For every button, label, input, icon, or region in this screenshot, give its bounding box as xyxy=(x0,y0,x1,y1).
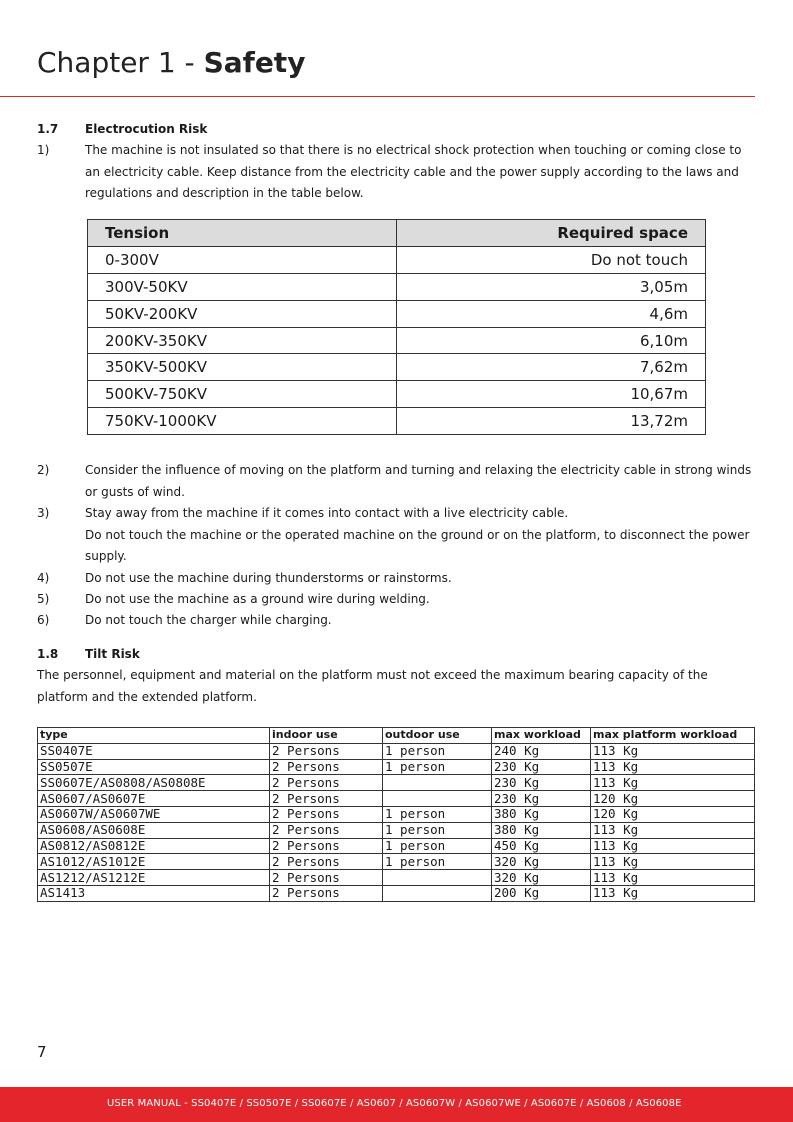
platform-workload-cell: 113 Kg xyxy=(591,822,755,838)
platform-workload-cell: 113 Kg xyxy=(591,870,755,886)
indoor-cell: 2 Persons xyxy=(270,885,383,901)
platform-workload-cell: 113 Kg xyxy=(591,775,755,791)
table-row xyxy=(88,327,706,354)
chapter-prefix: Chapter 1 - xyxy=(37,46,204,79)
table-row xyxy=(38,870,755,886)
indoor-cell: 2 Persons xyxy=(270,759,383,775)
outdoor-cell: 1 person xyxy=(383,759,492,775)
tension-cell: 750KV-1000KV xyxy=(88,408,397,435)
section-17-number: 1.7 xyxy=(37,122,59,136)
indoor-cell: 2 Persons xyxy=(270,743,383,759)
tension-cell: 50KV-200KV xyxy=(88,300,397,327)
item-1-number: 1) xyxy=(37,143,50,157)
space-cell: 10,67m xyxy=(397,381,706,408)
indoor-cell: 2 Persons xyxy=(270,791,383,807)
outdoor-cell xyxy=(383,885,492,901)
table-row xyxy=(38,806,755,822)
outdoor-header: outdoor use xyxy=(383,728,492,744)
item-6-number: 6) xyxy=(37,612,50,627)
tension-cell: 350KV-500KV xyxy=(88,354,397,381)
outdoor-cell: 1 person xyxy=(383,854,492,870)
tension-table xyxy=(87,219,706,435)
workload-cell: 380 Kg xyxy=(492,822,591,838)
type-cell: AS0607W/AS0607WE xyxy=(38,806,270,822)
workload-cell: 230 Kg xyxy=(492,775,591,791)
workload-header-row xyxy=(38,728,755,744)
platform-workload-cell: 113 Kg xyxy=(591,759,755,775)
table-row xyxy=(38,885,755,901)
platform-workload-cell: 113 Kg xyxy=(591,854,755,870)
type-cell: SS0607E/AS0808/AS0808E xyxy=(38,775,270,791)
max-platform-workload-header: max platform workload xyxy=(591,728,755,744)
space-cell: 4,6m xyxy=(397,300,706,327)
item-3-line-3: supply. xyxy=(85,549,127,563)
item-5-number: 5) xyxy=(37,591,50,606)
table-row xyxy=(88,246,706,273)
outdoor-cell: 1 person xyxy=(383,806,492,822)
item-4-number: 4) xyxy=(37,570,50,585)
section-18-number: 1.8 xyxy=(37,647,59,661)
item-2-number: 2) xyxy=(37,463,50,477)
space-cell: 13,72m xyxy=(397,408,706,435)
platform-workload-cell: 120 Kg xyxy=(591,791,755,807)
item-4-line-1: Do not use the machine during thunderstorms or rainstorms. xyxy=(85,570,452,585)
tension-header: Tension xyxy=(88,220,397,247)
workload-cell: 320 Kg xyxy=(492,854,591,870)
table-row xyxy=(38,822,755,838)
workload-cell: 230 Kg xyxy=(492,791,591,807)
section-17-title: Electrocution Risk xyxy=(85,122,208,136)
indoor-cell: 2 Persons xyxy=(270,854,383,870)
table-row xyxy=(88,273,706,300)
type-cell: SS0507E xyxy=(38,759,270,775)
indoor-cell: 2 Persons xyxy=(270,822,383,838)
outdoor-cell: 1 person xyxy=(383,743,492,759)
outdoor-cell: 1 person xyxy=(383,822,492,838)
item-3-number: 3) xyxy=(37,506,50,520)
indoor-cell: 2 Persons xyxy=(270,838,383,854)
required-space-header: Required space xyxy=(397,220,706,247)
max-workload-header: max workload xyxy=(492,728,591,744)
outdoor-cell: 1 person xyxy=(383,838,492,854)
table-row xyxy=(88,300,706,327)
type-cell: AS1212/AS1212E xyxy=(38,870,270,886)
tension-header-row xyxy=(88,220,706,247)
indoor-cell: 2 Persons xyxy=(270,806,383,822)
type-cell: AS1413 xyxy=(38,885,270,901)
item-1-line-3: regulations and description in the table below. xyxy=(85,186,364,200)
type-cell: AS0812/AS0812E xyxy=(38,838,270,854)
type-cell: SS0407E xyxy=(38,743,270,759)
tension-cell: 200KV-350KV xyxy=(88,327,397,354)
page-number: 7 xyxy=(37,1043,47,1061)
item-1-line-2: an electricity cable. Keep distance from the electricity cable and the power supply according to the laws and xyxy=(85,164,739,179)
table-row xyxy=(88,354,706,381)
item-5-line-1: Do not use the machine as a ground wire during welding. xyxy=(85,591,430,606)
table-row xyxy=(38,743,755,759)
tension-cell: 0-300V xyxy=(88,246,397,273)
outdoor-cell xyxy=(383,791,492,807)
section-18-line-1: The personnel, equipment and material on the platform must not exceed the maximum bearing capacity of the xyxy=(37,668,708,682)
type-cell: AS0607/AS0607E xyxy=(38,791,270,807)
platform-workload-cell: 120 Kg xyxy=(591,806,755,822)
space-cell: 6,10m xyxy=(397,327,706,354)
table-row xyxy=(38,759,755,775)
table-row xyxy=(88,408,706,435)
workload-cell: 380 Kg xyxy=(492,806,591,822)
type-cell: AS1012/AS1012E xyxy=(38,854,270,870)
item-6-line-1: Do not touch the charger while charging. xyxy=(85,612,332,627)
indoor-header: indoor use xyxy=(270,728,383,744)
workload-cell: 450 Kg xyxy=(492,838,591,854)
tension-cell: 300V-50KV xyxy=(88,273,397,300)
space-cell: Do not touch xyxy=(397,246,706,273)
workload-table xyxy=(37,727,755,902)
indoor-cell: 2 Persons xyxy=(270,775,383,791)
table-row xyxy=(38,791,755,807)
footer-text: USER MANUAL - SS0407E / SS0507E / SS0607E / AS0607 / AS0607W / AS0607WE / AS0607E / AS0608 / AS0608E xyxy=(107,1098,682,1109)
type-cell: AS0608/AS0608E xyxy=(38,822,270,838)
space-cell: 7,62m xyxy=(397,354,706,381)
table-row xyxy=(88,381,706,408)
platform-workload-cell: 113 Kg xyxy=(591,743,755,759)
header-rule xyxy=(0,96,755,97)
indoor-cell: 2 Persons xyxy=(270,870,383,886)
item-2-line-1: Consider the influence of moving on the platform and turning and relaxing the electricity cable in strong winds xyxy=(85,463,752,477)
platform-workload-cell: 113 Kg xyxy=(591,885,755,901)
workload-cell: 200 Kg xyxy=(492,885,591,901)
chapter-title xyxy=(37,46,305,79)
workload-cell: 230 Kg xyxy=(492,759,591,775)
platform-workload-cell: 113 Kg xyxy=(591,838,755,854)
item-3-line-1: Stay away from the machine if it comes into contact with a live electricity cable. xyxy=(85,506,569,520)
outdoor-cell xyxy=(383,775,492,791)
outdoor-cell xyxy=(383,870,492,886)
section-18-title: Tilt Risk xyxy=(85,647,140,661)
tension-cell: 500KV-750KV xyxy=(88,381,397,408)
space-cell: 3,05m xyxy=(397,273,706,300)
table-row xyxy=(38,838,755,854)
workload-cell: 320 Kg xyxy=(492,870,591,886)
section-18-line-2: platform and the extended platform. xyxy=(37,690,257,704)
type-header: type xyxy=(38,728,270,744)
chapter-name: Safety xyxy=(203,46,306,79)
item-3-line-2: Do not touch the machine or the operated machine on the ground or on the platform, to disconnect the power xyxy=(85,527,750,542)
item-1-line-1: The machine is not insulated so that there is no electrical shock protection when touching or coming close to xyxy=(85,143,742,157)
table-row xyxy=(38,854,755,870)
table-row xyxy=(38,775,755,791)
workload-cell: 240 Kg xyxy=(492,743,591,759)
item-2-line-2: or gusts of wind. xyxy=(85,484,185,499)
